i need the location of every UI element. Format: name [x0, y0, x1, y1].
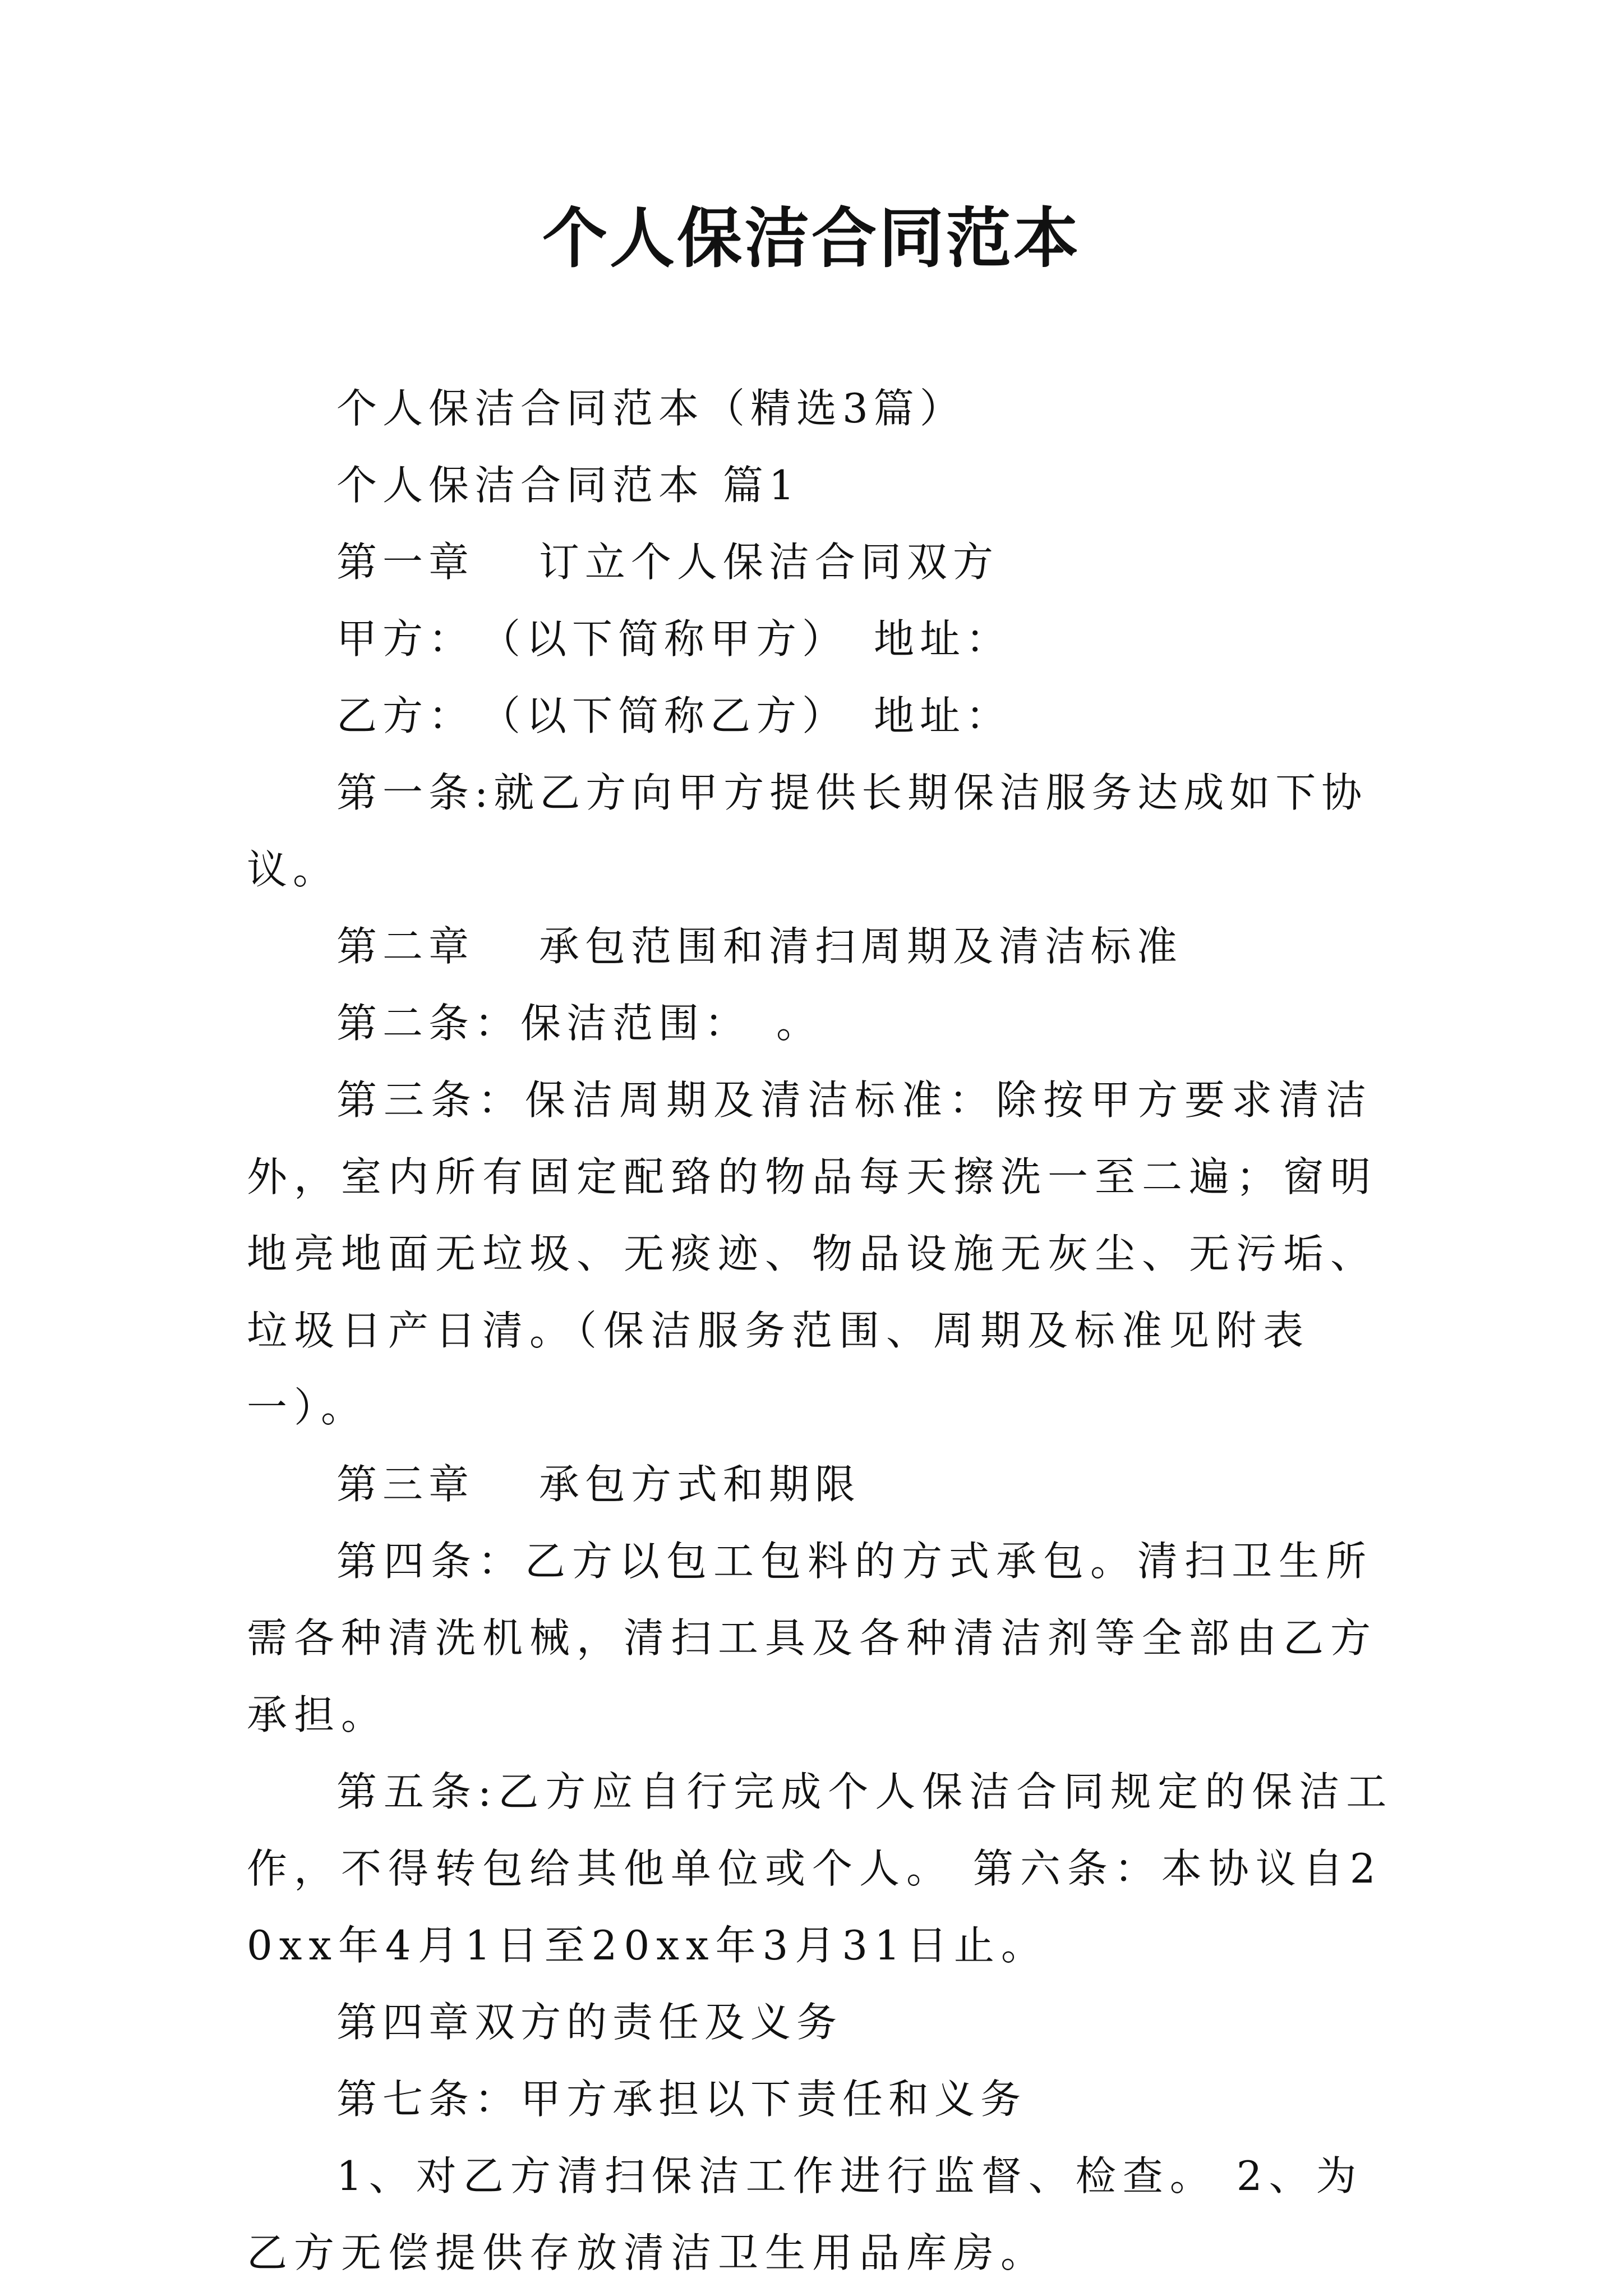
paragraph-party-a: 甲方： （以下简称甲方） 地址： — [336, 615, 1012, 662]
paragraph-subtitle: 个人保洁合同范本（精选3篇） — [336, 385, 966, 432]
paragraph-part-heading: 个人保洁合同范本 篇1 — [336, 462, 800, 509]
paragraph-duties-list: 1、对乙方清扫保洁工作进行监督、检查。 2、为乙方无偿提供存放清洁卫生用品库房。 — [247, 2152, 1363, 2276]
document-title: 个人保洁合同范本 — [542, 200, 1081, 277]
document-body — [247, 370, 1396, 2292]
paragraph-article-7: 第七条：甲方承担以下责任和义务 — [336, 2076, 1027, 2123]
paragraph-article-2: 第二条：保洁范围： 。 — [336, 1000, 823, 1047]
paragraph-article-3: 第三条：保洁周期及清洁标准：除按甲方要求清洁外，室内所有固定配臵的物品每天擦洗一至二遍；窗明地亮地面无垃圾、无痰迹、物品设施无灰尘、无污垢、垃圾日产日清。（保洁服务范围、周期及标准见附表一）。 — [247, 1076, 1378, 1431]
paragraph-chapter-3: 第三章 承包方式和期限 — [336, 1461, 861, 1508]
paragraph-article-1: 第一条:就乙方向甲方提供长期保洁服务达成如下协议。 — [247, 769, 1368, 893]
paragraph-article-4: 第四条：乙方以包工包料的方式承包。清扫卫生所需各种清洗机械，清扫工具及各种清洁剂等全部由乙方承担。 — [247, 1538, 1378, 1738]
paragraph-chapter-4: 第四章双方的责任及义务 — [336, 1999, 843, 2046]
paragraph-chapter-1: 第一章 订立个人保洁合同双方 — [336, 539, 999, 586]
paragraph-article-5-6: 第五条:乙方应自行完成个人保洁合同规定的保洁工作，不得转包给其他单位或个人。 第六条：本协议自20xx年4月1日至20xx年3月31日止。 — [247, 1768, 1394, 1969]
paragraph-party-b: 乙方： （以下简称乙方） 地址： — [336, 692, 1012, 739]
paragraph-chapter-2: 第二章 承包范围和清扫周期及清洁标准 — [336, 923, 1183, 970]
